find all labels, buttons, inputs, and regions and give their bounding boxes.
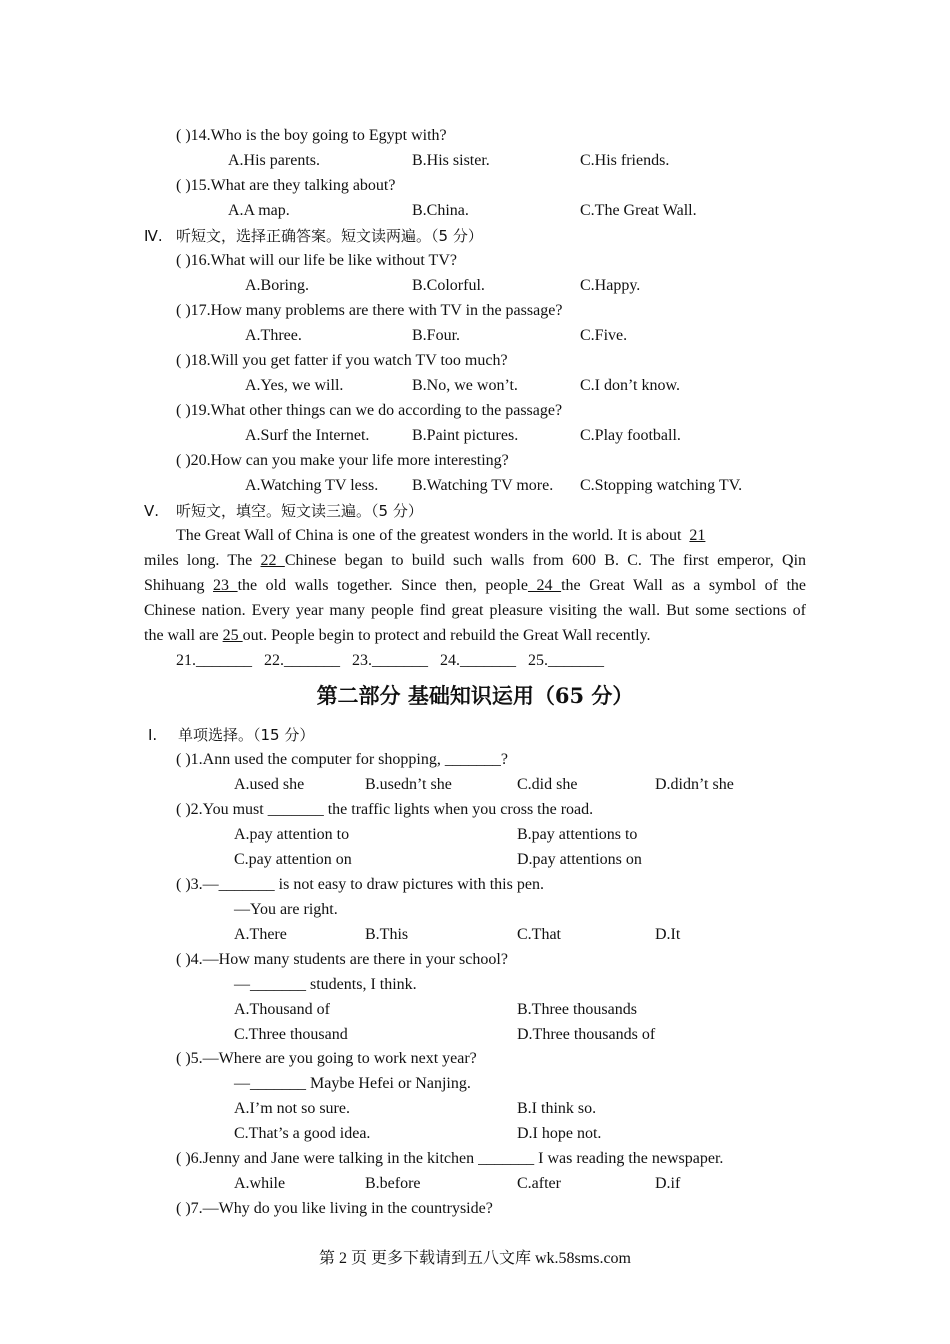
option-c: C.pay attention on	[234, 851, 352, 868]
question-stem: ( )18.Will you get fatter if you watch TV too much?	[176, 352, 508, 369]
option-a: A.His parents.	[228, 152, 320, 169]
option-d: D.didn’t she	[655, 776, 734, 793]
passage-text: Chinese began to build such walls from 600 B. C. The first emperor, Qin	[284, 552, 807, 569]
option-b: B.China.	[412, 202, 469, 219]
question-stem: ( )6.Jenny and Jane were talking in the kitchen _______ I was reading the newspaper.	[176, 1150, 724, 1167]
question-stem: ( )19.What other things can we do according to the passage?	[176, 402, 563, 419]
question-stem: ( )15.What are they talking about?	[176, 177, 396, 194]
question-stem: ( )2.You must _______ the traffic lights when you cross the road.	[176, 801, 594, 818]
option-a: A.while	[234, 1175, 286, 1192]
passage-text: the old walls together. Since then, people	[237, 577, 528, 594]
option-c: C.His friends.	[580, 152, 670, 169]
question-stem: ( )7.—Why do you like living in the countryside?	[176, 1200, 493, 1217]
option-a: A.Surf the Internet.	[245, 427, 370, 444]
option-c: C.That’s a good idea.	[234, 1125, 371, 1142]
dialogue-reply: —_______ students, I think.	[234, 976, 417, 993]
question-stem: ( )14.Who is the boy going to Egypt with?	[176, 127, 447, 144]
option-d: D.It	[655, 926, 681, 943]
option-b: B.Three thousands	[517, 1001, 637, 1018]
option-d: D.I hope not.	[517, 1125, 602, 1142]
part-2-title: 第二部分 基础知识运用（65 分）	[316, 683, 634, 708]
page-footer: 第 2 页 更多下载请到五八文库 wk.58sms.com	[318, 1250, 631, 1267]
blank-24: 24	[527, 577, 562, 594]
question-stem: ( )1.Ann used the computer for shopping, _______?	[176, 751, 508, 768]
section-number: Ⅴ.	[144, 502, 160, 520]
blank-25: 25	[222, 627, 243, 644]
option-b: B.Paint pictures.	[412, 427, 519, 444]
question-stem: ( )3.—_______ is not easy to draw pictures with this pen.	[176, 876, 544, 893]
dialogue-reply: —You are right.	[234, 901, 338, 918]
passage-text: out. People begin to protect and rebuild the Great Wall recently.	[242, 627, 651, 644]
option-c: C.Happy.	[580, 277, 641, 294]
option-d: D.Three thousands of	[517, 1026, 656, 1043]
option-b: B.I think so.	[517, 1100, 597, 1117]
question-stem: ( )20.How can you make your life more interesting?	[176, 452, 509, 469]
option-c: C.I don’t know.	[580, 377, 680, 394]
option-a: A.I’m not so sure.	[234, 1100, 350, 1117]
question-stem: ( )4.—How many students are there in your school?	[176, 951, 508, 968]
option-c: C.Play football.	[580, 427, 681, 444]
option-c: C.Five.	[580, 327, 628, 344]
blank-23: 23	[213, 577, 238, 594]
option-a: A.There	[234, 926, 287, 943]
option-b: B.pay attentions to	[517, 826, 638, 843]
option-a: A.pay attention to	[234, 826, 350, 843]
option-c: C.The Great Wall.	[580, 202, 697, 219]
option-b: B.No, we won’t.	[412, 377, 518, 394]
option-d: D.pay attentions on	[517, 851, 642, 868]
option-b: B.Colorful.	[412, 277, 485, 294]
section-title: 听短文，填空。短文读三遍。（5 分）	[176, 502, 423, 520]
option-c: C.That	[517, 926, 561, 943]
option-c: C.Stopping watching TV.	[580, 477, 743, 494]
option-b: B.Four.	[412, 327, 461, 344]
option-b: B.usedn’t she	[365, 776, 452, 793]
question-stem: ( )16.What will our life be like without TV?	[176, 252, 457, 269]
section-title: 听短文，选择正确答案。短文读两遍。（5 分）	[176, 227, 483, 245]
passage-line-2	[144, 551, 806, 571]
option-a: A.Boring.	[245, 277, 309, 294]
blank-21: 21	[689, 527, 706, 544]
passage-text: miles long. The	[144, 552, 253, 569]
blank-22: 22	[260, 552, 285, 569]
section-number: Ⅳ.	[144, 227, 163, 245]
option-c: C.after	[517, 1175, 561, 1192]
passage-line-3	[144, 576, 806, 596]
passage-line-4	[144, 601, 806, 621]
option-b: B.His sister.	[412, 152, 490, 169]
option-b: B.before	[365, 1175, 421, 1192]
passage-text: Chinese nation. Every year many people find great pleasure visiting the wall. But some sections of	[144, 602, 806, 619]
passage-text: the Great Wall as a symbol of the	[561, 577, 807, 594]
option-a: A.Watching TV less.	[245, 477, 379, 494]
option-a: A.A map.	[228, 202, 290, 219]
option-b: B.This	[365, 926, 409, 943]
option-c: C.did she	[517, 776, 578, 793]
option-d: D.if	[655, 1175, 681, 1192]
passage-text: Shihuang	[144, 577, 205, 594]
option-a: A.Thousand of	[234, 1001, 330, 1018]
option-a: A.used she	[234, 776, 305, 793]
passage-text: The Great Wall of China is one of the greatest wonders in the world. It is about	[176, 527, 682, 544]
answer-line: 21._______ 22._______ 23._______ 24._______ 25._______	[176, 652, 604, 669]
section-number: Ⅰ.	[148, 726, 158, 744]
question-stem: ( )5.—Where are you going to work next year?	[176, 1050, 477, 1067]
dialogue-reply: —_______ Maybe Hefei or Nanjing.	[234, 1075, 471, 1092]
section-title: 单项选择。（15 分）	[178, 726, 315, 744]
option-b: B.Watching TV more.	[412, 477, 554, 494]
option-a: A.Yes, we will.	[245, 377, 344, 394]
passage-text: the wall are	[144, 627, 219, 644]
option-a: A.Three.	[245, 327, 302, 344]
question-stem: ( )17.How many problems are there with TV in the passage?	[176, 302, 563, 319]
option-c: C.Three thousand	[234, 1026, 348, 1043]
